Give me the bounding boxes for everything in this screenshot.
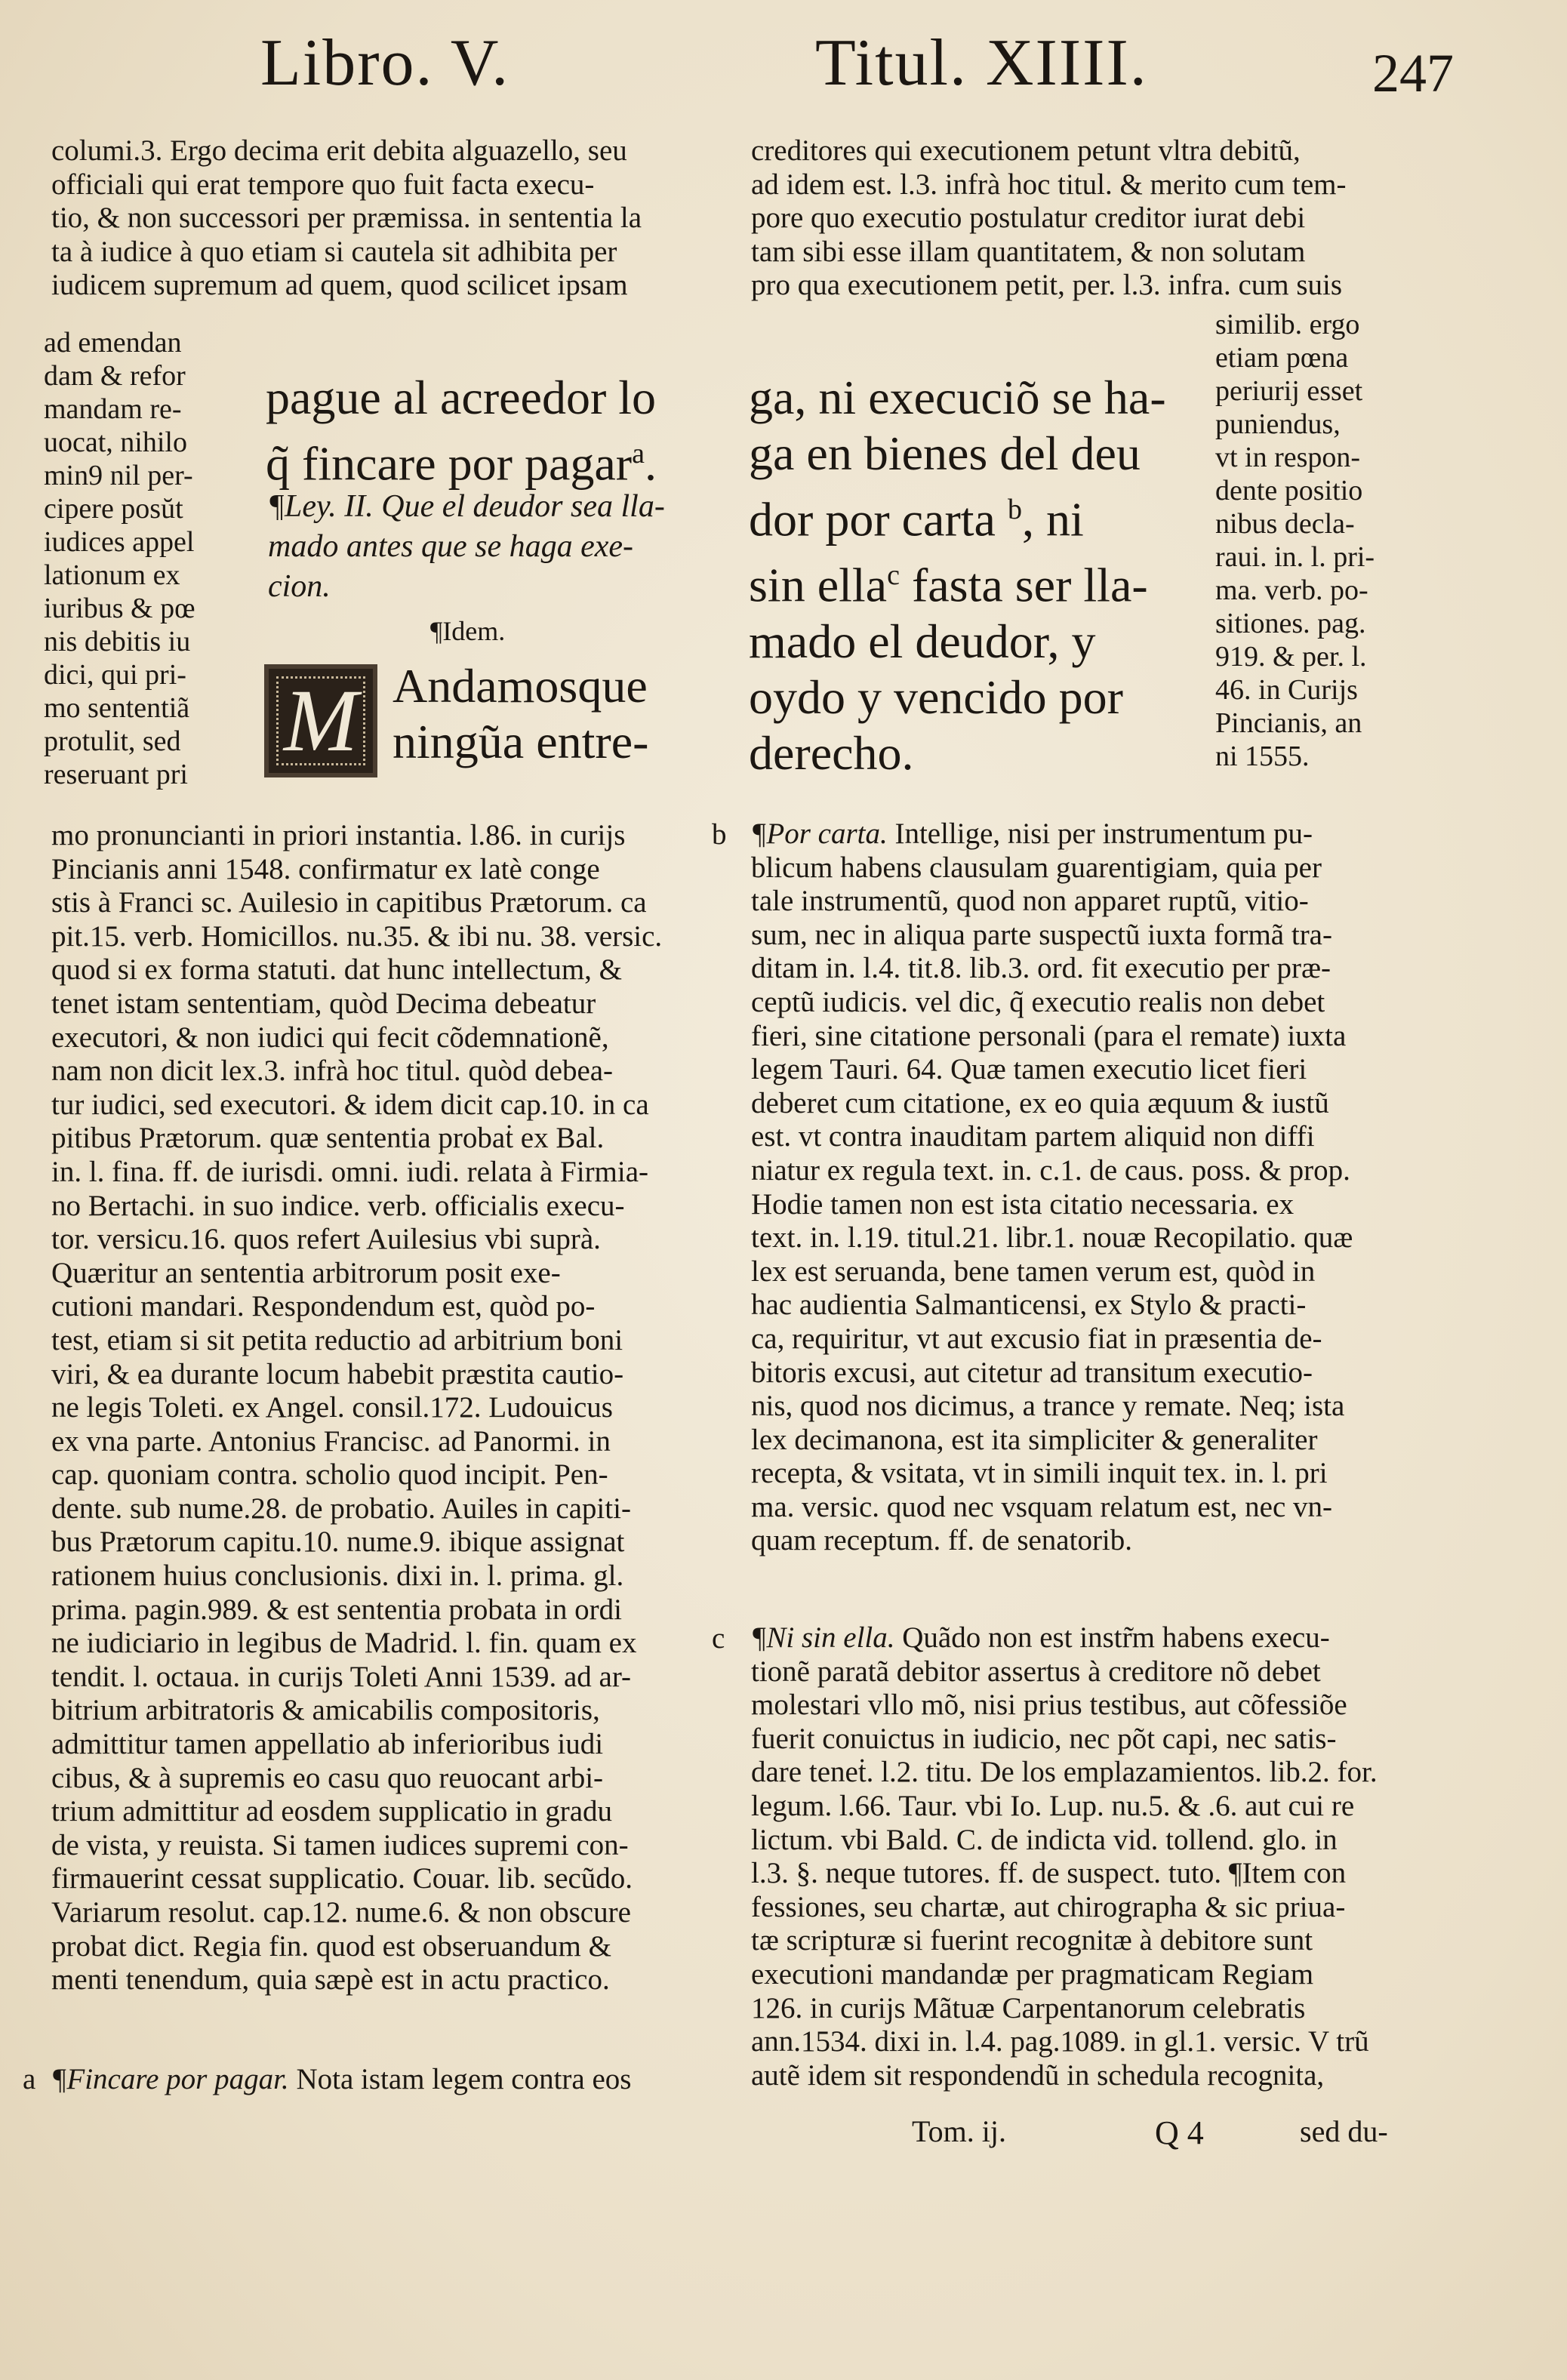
gloss-line: ex vna parte. Antonius Francisc. ad Panormi. in xyxy=(51,1424,611,1458)
gloss-line: officiali qui erat tempore quo fuit facta execu- xyxy=(51,168,595,201)
gloss-line: bitrium arbitratoris & amicabilis compositoris, xyxy=(51,1694,600,1727)
gloss-line: fuerit conuictus in iudicio, nec põt capi, nec satis- xyxy=(751,1722,1337,1755)
gloss-line: in. l. fina. ff. de iurisdi. omni. iudi. relata à Firmia- xyxy=(51,1155,649,1188)
law-line: ga en bienes del deu xyxy=(749,426,1141,480)
gloss-line: sum, nec in aliqua parte suspectũ iuxta formã tra- xyxy=(751,918,1332,951)
gloss-line: fessiones, seu chartæ, aut chirographa & sic priua- xyxy=(751,1890,1346,1923)
gloss-line: l.3. §. neque tutores. ff. de suspect. tuto. ¶Item con xyxy=(751,1857,1347,1890)
law-line: ningũa entre- xyxy=(393,715,649,768)
gloss-line: tale instrumentũ, quod non apparet ruptũ, vitio- xyxy=(751,885,1309,918)
idem-heading: ¶Idem. xyxy=(430,616,506,646)
law-line: pague al acreedor lo xyxy=(266,371,657,424)
gloss-line: tio, & non successori per præmissa. in sententia la xyxy=(51,202,642,235)
rubric-line: mado antes que se haga exe- xyxy=(268,529,634,564)
note-b xyxy=(751,817,1400,1558)
gloss-line: deberet cum citatione, ex eo quia æquum & iustũ xyxy=(751,1086,1329,1119)
gloss-line: no Bertachi. in suo indice. verb. officialis execu- xyxy=(51,1189,625,1222)
gloss-left-bottom xyxy=(51,819,693,1997)
gloss-line: tæ scripturæ si fuerint recognitæ à debitore sunt xyxy=(751,1924,1313,1957)
gloss-line: tam sibi esse illam quantitatem, & non solutam xyxy=(751,235,1306,268)
gloss-line: lex decimanona, est ita simpliciter & generaliter xyxy=(751,1423,1318,1456)
note-mark-c: c xyxy=(887,559,900,592)
gloss-line: blicum habens clausulam guarentigiam, quia per xyxy=(751,851,1322,884)
gloss-line: dente positio xyxy=(1215,475,1363,506)
gloss-line: cipere posŭt xyxy=(44,493,183,525)
gloss-line: admittitur tamen appellatio ab inferioribus iudi xyxy=(51,1728,604,1761)
gloss-line: cap. quoniam contra. scholio quod incipit. Pen- xyxy=(51,1458,608,1492)
gloss-line: similib. ergo xyxy=(1215,309,1360,340)
gloss-line: creditores qui executionem petunt vltra debitũ, xyxy=(751,134,1301,167)
note-mark-a: a xyxy=(632,438,645,470)
gloss-line: ca, requiritur, vt aut excusio fiat in præsentia de- xyxy=(751,1322,1322,1355)
gloss-line: lex est seruanda, bene tamen verum est, quòd in xyxy=(751,1255,1316,1288)
gloss-line: nis, quod nos dicimus, a trance y remate. Neq; ista xyxy=(751,1390,1345,1423)
gloss-line: lationum ex xyxy=(44,559,180,591)
gloss-line: 919. & per. l. xyxy=(1215,641,1367,673)
gloss-line: iudicem supremum ad quem, quod scilicet ipsam xyxy=(51,269,628,302)
law-line-text: q̃ fincare por pagar xyxy=(266,436,633,491)
gloss-line: dente. sub nume.28. de probatio. Auiles in capiti- xyxy=(51,1492,631,1525)
law-text-a xyxy=(266,370,703,491)
gloss-line: Pincianis, an xyxy=(1215,707,1362,739)
gloss-line: 46. in Curijs xyxy=(1215,674,1358,706)
gloss-line: 126. in curijs Mãtuæ Carpentanorum celebratis xyxy=(751,1991,1306,2024)
gloss-line-text: Quãdo non est instr̃m habens execu- xyxy=(894,1621,1330,1654)
law-line: oydo y vencido por xyxy=(749,670,1123,724)
gloss-line: ne legis Toleti. ex Angel. consil.172. Ludouicus xyxy=(51,1391,613,1424)
gloss-line: columi.3. Ergo decima erit debita alguazello, seu xyxy=(51,134,627,167)
gloss-line: etiam pœna xyxy=(1215,342,1349,374)
rubric-line: ¶Ley. II. Que el deudor sea lla- xyxy=(268,489,665,524)
gloss-line: iuribus & pœ xyxy=(44,593,195,624)
note-c xyxy=(751,1621,1400,2092)
law-line xyxy=(749,547,1202,613)
footer-signature: Q 4 xyxy=(1155,2114,1204,2151)
note-mark-b: b xyxy=(1007,494,1022,525)
gloss-line: mo sententiã xyxy=(44,692,190,724)
note-a xyxy=(23,2063,702,2097)
note-c-mark: c xyxy=(712,1622,725,1655)
gloss-line: ad idem est. l.3. infrà hoc titul. & merito cum tem- xyxy=(751,168,1347,201)
gloss-line: tor. versicu.16. quos refert Auilesius vbi suprà. xyxy=(51,1223,601,1256)
gloss-line: Hodie tamen non est ista citatio necessaria. ex xyxy=(751,1187,1295,1221)
gloss-line: ni 1555. xyxy=(1215,740,1310,772)
gloss-line xyxy=(751,1621,1400,1655)
gloss-line: recepta, & vsitata, vt in simili inquit tex. in. l. pri xyxy=(751,1457,1328,1490)
gloss-line: cibus, & à supremis eo casu quo reuocant arbi- xyxy=(51,1761,604,1794)
gloss-line: Variarum resolut. cap.12. nume.6. & non obscure xyxy=(51,1896,631,1929)
gloss-line: de vista, y reuista. Si tamen iudices supremi con- xyxy=(51,1828,629,1861)
gloss-line: autẽ idem sit respondendũ in schedula recognita, xyxy=(751,2058,1325,2092)
gloss-right-top xyxy=(751,134,1400,303)
gloss-line: Pincianis anni 1548. confirmatur ex latè conge xyxy=(51,852,600,885)
law-line: ga, ni execuciõ se ha- xyxy=(749,371,1166,424)
gloss-line: executioni mandandæ per pragmaticam Regiam xyxy=(751,1957,1314,1991)
gloss-line: rationem huius conclusionis. dixi in. l. prima. gl. xyxy=(51,1559,624,1593)
running-head-title: Titul. XIIII. xyxy=(815,26,1148,100)
note-b-mark: b xyxy=(712,818,727,851)
law-line: q̃ fincare por pagar$^a$. xyxy=(266,436,657,491)
gloss-line: dici, qui pri- xyxy=(44,659,186,691)
gloss-left-top xyxy=(51,134,693,303)
law-line xyxy=(749,482,1202,547)
gloss-line: cutioni mandari. Respondendum est, quòd po- xyxy=(51,1290,596,1323)
law-line: mado el deudor, y xyxy=(749,614,1096,668)
gloss-line: protulit, sed xyxy=(44,725,181,757)
note-a-text: Nota istam legem contra eos xyxy=(288,2063,632,2095)
gloss-line: firmauerint cessat supplicatio. Couar. lib. secũdo. xyxy=(51,1862,633,1895)
gloss-line-text: Intellige, nisi per instrumentum pu- xyxy=(887,817,1313,850)
gloss-line: quam receptum. ff. de senatorib. xyxy=(751,1524,1133,1557)
gloss-line: uocat, nihilo xyxy=(44,426,187,458)
gloss-line: quod si ex forma statuti. dat hunc intellectum, & xyxy=(51,953,623,987)
gloss-line: reseruant pri xyxy=(44,759,188,790)
law-rubric xyxy=(268,487,706,607)
gloss-line: ne iudiciario in legibus de Madrid. l. fin. quam ex xyxy=(51,1627,637,1660)
note-c-lead: ¶Ni sin ella. xyxy=(751,1621,895,1654)
gloss-line: vt in respon- xyxy=(1215,442,1361,473)
gloss-line: pro qua executionem petit, per. l.3. infra. cum suis xyxy=(751,269,1343,302)
gloss-line: tenet istam sententiam, quòd Decima debeatur xyxy=(51,987,596,1020)
law-text-center xyxy=(749,370,1202,781)
gloss-line: tionẽ paratã debitor assertus à creditore nõ debet xyxy=(751,1655,1321,1688)
gloss-line: executori, & non iudici qui fecit cõdemnationẽ, xyxy=(51,1021,609,1054)
note-a-lead: ¶Fincare por pagar. xyxy=(51,2063,289,2095)
gloss-line: tendit. l. octaua. in curijs Toleti Anni 1539. ad ar- xyxy=(51,1660,632,1693)
gloss-line xyxy=(751,817,1400,851)
gloss-line: nam non dicit lex.3. infrà hoc titul. quòd debea- xyxy=(51,1055,614,1088)
gloss-line: lictum. vbi Bald. C. de indicta vid. tollend. glo. in xyxy=(751,1823,1338,1856)
law-line-text: dor por carta xyxy=(749,492,996,547)
gloss-line: ad emendan xyxy=(44,327,182,359)
gloss-line: puniendus, xyxy=(1215,408,1341,440)
gloss-line: pore quo executio postulatur creditor iurat debi xyxy=(751,202,1306,235)
gloss-line: ditam in. l.4. tit.8. lib.3. ord. fit executio per præ- xyxy=(751,952,1331,985)
gloss-line: ma. versic. quod nec vsquam relatum est, nec vn- xyxy=(751,1490,1333,1523)
page-number: 247 xyxy=(1372,43,1454,103)
decorated-initial: M xyxy=(264,664,377,777)
gloss-line: test, etiam si sit petita reductio ad arbitrium boni xyxy=(51,1323,623,1356)
gloss-line: hac audientia Salmanticensi, ex Stylo & practi- xyxy=(751,1289,1307,1322)
running-head-book: Libro. V. xyxy=(260,26,510,100)
gloss-line: min9 nil per- xyxy=(44,460,193,491)
gloss-line: mandam re- xyxy=(44,393,182,425)
gloss-line: prima. pagin.989. & est sententia probata in ordi xyxy=(51,1593,622,1626)
rubric-line: cion. xyxy=(268,569,331,604)
gloss-line: mo pronuncianti in priori instantia. l.86. in curijs xyxy=(51,819,626,851)
law-line: derecho. xyxy=(749,725,914,780)
gloss-line: bus Prætorum capitu.10. nume.9. ibique assignat xyxy=(51,1526,625,1559)
gloss-line: pit.15. verb. Homicillos. nu.35. & ibi nu. 38. versic. xyxy=(51,919,663,953)
gloss-line: probat dict. Regia fin. quod est obseruandum & xyxy=(51,1929,611,1963)
gloss-line: sitiones. pag. xyxy=(1215,608,1366,639)
law-line: Andamosque xyxy=(393,659,648,713)
gloss-line: legem Tauri. 64. Quæ tamen executio licet fieri xyxy=(751,1053,1307,1086)
gloss-line: ma. verb. po- xyxy=(1215,574,1368,606)
gloss-line: pitibus Prætorum. quæ sententia probaṫ ex Bal. xyxy=(51,1122,605,1155)
gloss-right-narrow xyxy=(1215,308,1412,773)
gloss-left-narrow xyxy=(44,326,225,791)
gloss-line: raui. in. l. pri- xyxy=(1215,541,1375,573)
gloss-line: nibus decla- xyxy=(1215,508,1355,540)
law-line-text: sin ella xyxy=(749,558,888,612)
gloss-line: trium admittitur ad eosdem supplicatio in gradu xyxy=(51,1795,613,1828)
gloss-line: periurij esset xyxy=(1215,375,1363,407)
gloss-line: nis debitis iu xyxy=(44,626,191,657)
note-b-lead: ¶Por carta. xyxy=(751,817,888,850)
law-text-b xyxy=(393,658,710,770)
footer-catchword: sed du- xyxy=(1300,2114,1388,2148)
gloss-line: Quæritur an sententia arbitrorum posit exe- xyxy=(51,1256,561,1289)
gloss-line: dam & refor xyxy=(44,360,186,392)
gloss-line: bitoris excusi, aut citetur ad transitum executio- xyxy=(751,1356,1313,1389)
gloss-line: legum. l.66. Taur. vbi Io. Lup. nu.5. & .6. aut cui re xyxy=(751,1789,1355,1822)
gloss-line: ann.1534. dixi in. l.4. pag.1089. in gl.1. versic. V trũ xyxy=(751,2025,1369,2058)
gloss-line: tur iudici, sed executori. & idem dicit cap.10. in ca xyxy=(51,1088,649,1121)
gloss-line: stis à Franci sc. Auilesio in capitibus Prætorum. ca xyxy=(51,886,647,919)
gloss-line: menti tenendum, quia sæpè est in actu practico. xyxy=(51,1963,610,1997)
footer-volume: Tom. ij. xyxy=(912,2114,1006,2148)
gloss-line: molestari vllo mõ, nisi prius testibus, aut cõfessiõe xyxy=(751,1689,1347,1722)
note-a-mark: a xyxy=(23,2063,36,2095)
gloss-line: iudices appel xyxy=(44,526,195,558)
gloss-line: ceptũ iudicis. vel dic, q̃ executio realis non debet xyxy=(751,985,1325,1018)
gloss-line: ta à iudice à quo etiam si cautela sit adhibita per xyxy=(51,235,617,268)
gloss-line: text. in. l.19. titul.21. libr.1. nouæ Recopilatio. quæ xyxy=(751,1221,1353,1255)
gloss-line: dare teneṫ. l.2. titu. De los emplazamientos. lib.2. for. xyxy=(751,1756,1378,1789)
gloss-line: viri, & ea durante locum habebit præstita cautio- xyxy=(51,1357,624,1390)
law-line-text: , ni xyxy=(1021,492,1084,547)
gloss-line: fieri, sine citatione personali (para el remate) iuxta xyxy=(751,1019,1347,1052)
law-line-text: fasta ser lla- xyxy=(899,558,1148,612)
gloss-line: niatur ex regula text. in. c.1. de caus. poss. & prop. xyxy=(751,1153,1350,1187)
gloss-line: est. vt contra inauditam partem aliquid non diffi xyxy=(751,1120,1315,1153)
